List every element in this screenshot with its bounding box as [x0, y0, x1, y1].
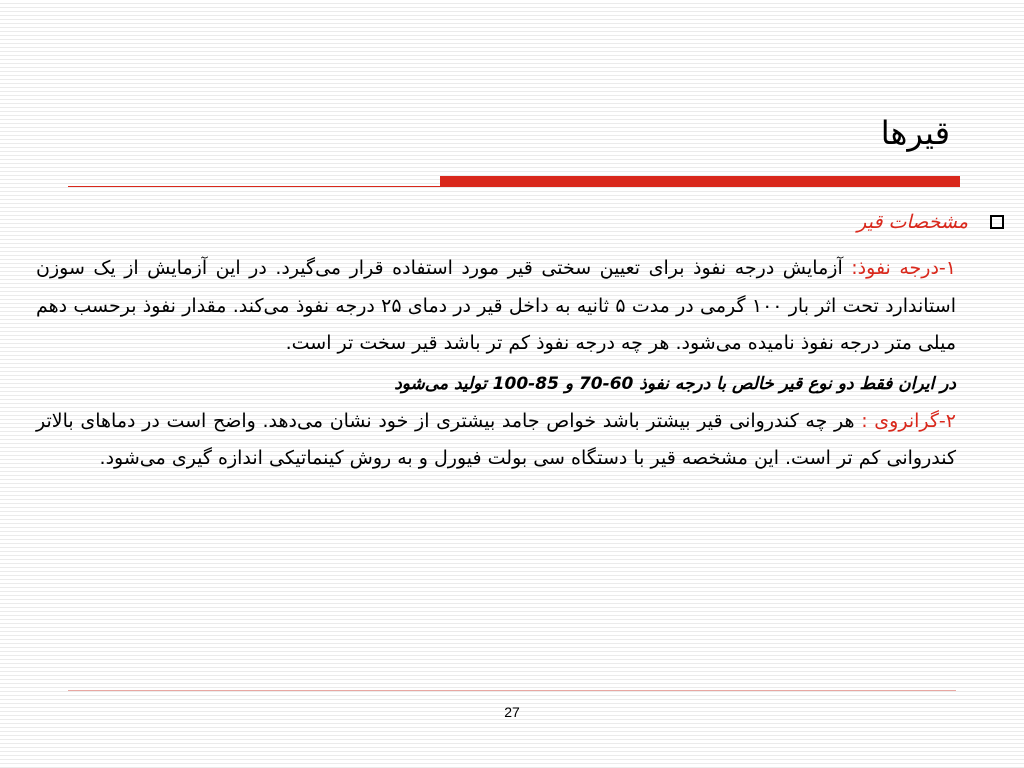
slide-content — [36, 200, 968, 478]
section-heading-row — [36, 200, 1004, 244]
hollow-square-bullet-icon — [990, 215, 1004, 229]
paragraph-penetration-body: آزمایش درجه نفوذ برای تعیین سختی قیر مورد استفاده قرار می‌گیرد. در این آزمایش از یک سوزن استاندارد تحت اثر بار ۱۰۰ گرمی در مدت ۵ ثانیه به داخل قیر در دمای ۲۵ درجه نفوذ می‌کند. مقدار نفوذ برحسب دهم میلی متر درجه نفوذ نامیده می‌شود. هر چه درجه نفوذ کم تر باشد قیر سخت تر است. — [36, 257, 956, 354]
paragraph-viscosity — [36, 403, 956, 478]
paragraph-viscosity-body: هر چه کندروانی قیر بیشتر باشد خواص جامد بیشتری از خود نشان می‌دهد. واضح است در دماهای بالاتر کندروانی کم تر است. این مشخصه قیر با دستگاه سی بولت فیورل و به روش کینماتیکی اندازه گیری می‌شود. — [36, 409, 956, 469]
title-divider-thin — [68, 186, 440, 187]
page-number: 27 — [504, 704, 520, 720]
title-divider-thick — [440, 176, 960, 187]
iran-bitumen-note: در ایران فقط دو نوع قیر خالص با درجه نفوذ 60-70 و 85-100 تولید می‌شود — [394, 373, 956, 394]
footer-divider — [68, 690, 956, 691]
paragraph-penetration — [36, 250, 956, 363]
paragraph-viscosity-lead: ۲-گرانروی : — [861, 409, 956, 432]
section-heading: مشخصات قیر — [857, 211, 968, 233]
paragraph-penetration-lead: ۱-درجه نفوذ: — [851, 257, 957, 279]
slide-title: قیرها — [880, 114, 950, 152]
